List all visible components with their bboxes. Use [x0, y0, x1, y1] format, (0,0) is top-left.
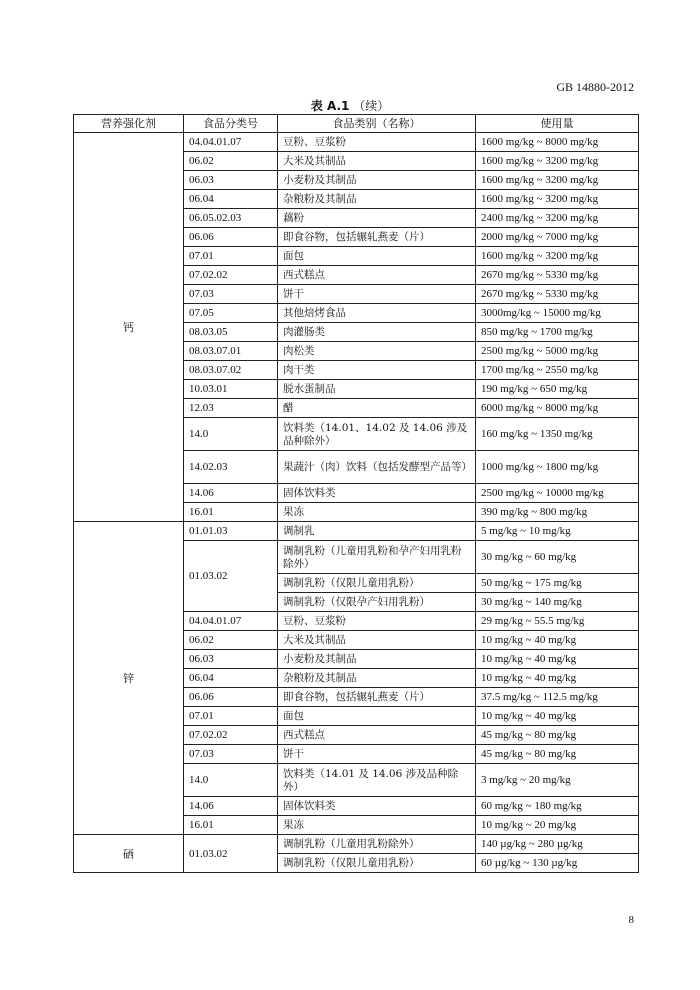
food-category-name: 小麦粉及其制品: [278, 171, 476, 190]
food-category-name: 肉松类: [278, 342, 476, 361]
food-category-code: 14.02.03: [184, 451, 278, 484]
food-category-name: 杂粮粉及其制品: [278, 190, 476, 209]
food-category-code: 08.03.07.01: [184, 342, 278, 361]
usage-amount: 1600 mg/kg ~ 3200 mg/kg: [476, 152, 639, 171]
usage-amount: 10 mg/kg ~ 40 mg/kg: [476, 707, 639, 726]
food-category-name: 调制乳粉（儿童用乳粉和孕产妇用乳粉除外）: [278, 541, 476, 574]
usage-amount: 2000 mg/kg ~ 7000 mg/kg: [476, 228, 639, 247]
food-category-name: 固体饮料类: [278, 484, 476, 503]
usage-amount: 1000 mg/kg ~ 1800 mg/kg: [476, 451, 639, 484]
food-category-name: 调制乳: [278, 522, 476, 541]
usage-amount: 50 mg/kg ~ 175 mg/kg: [476, 574, 639, 593]
food-category-name: 即食谷物，包括辗轧燕麦（片）: [278, 228, 476, 247]
food-category-name: 调制乳粉（儿童用乳粉除外）: [278, 835, 476, 854]
usage-amount: 60 µg/kg ~ 130 µg/kg: [476, 854, 639, 873]
usage-amount: 160 mg/kg ~ 1350 mg/kg: [476, 418, 639, 451]
food-category-name: 西式糕点: [278, 726, 476, 745]
usage-amount: 1600 mg/kg ~ 3200 mg/kg: [476, 171, 639, 190]
food-category-code: 06.02: [184, 631, 278, 650]
food-category-name: 其他焙烤食品: [278, 304, 476, 323]
usage-amount: 390 mg/kg ~ 800 mg/kg: [476, 503, 639, 522]
food-category-code: 07.05: [184, 304, 278, 323]
food-category-code: 06.06: [184, 228, 278, 247]
food-category-code: 06.06: [184, 688, 278, 707]
food-category-code: 14.0: [184, 418, 278, 451]
food-category-name: 饼干: [278, 285, 476, 304]
food-category-name: 果冻: [278, 503, 476, 522]
food-category-code: 04.04.01.07: [184, 133, 278, 152]
food-category-code: 12.03: [184, 399, 278, 418]
food-category-name: 小麦粉及其制品: [278, 650, 476, 669]
food-category-name: 调制乳粉（仅限孕产妇用乳粉）: [278, 593, 476, 612]
usage-amount: 29 mg/kg ~ 55.5 mg/kg: [476, 612, 639, 631]
food-category-code: 04.04.01.07: [184, 612, 278, 631]
usage-amount: 3 mg/kg ~ 20 mg/kg: [476, 764, 639, 797]
food-category-code: 06.05.02.03: [184, 209, 278, 228]
food-category-name: 西式糕点: [278, 266, 476, 285]
food-category-code: 16.01: [184, 503, 278, 522]
food-category-code: 08.03.07.02: [184, 361, 278, 380]
food-category-code: 01.03.02: [184, 541, 278, 612]
table-title-suffix: （续）: [353, 99, 390, 113]
food-category-name: 面包: [278, 247, 476, 266]
food-category-code: 06.04: [184, 669, 278, 688]
food-category-name: 固体饮料类: [278, 797, 476, 816]
food-category-name: 藕粉: [278, 209, 476, 228]
food-category-name: 饮料类（14.01、14.02 及 14.06 涉及品种除外）: [278, 418, 476, 451]
food-category-code: 07.02.02: [184, 266, 278, 285]
food-category-name: 豆粉、豆浆粉: [278, 612, 476, 631]
usage-amount: 45 mg/kg ~ 80 mg/kg: [476, 745, 639, 764]
usage-amount: 3000mg/kg ~ 15000 mg/kg: [476, 304, 639, 323]
usage-amount: 1600 mg/kg ~ 3200 mg/kg: [476, 190, 639, 209]
usage-amount: 30 mg/kg ~ 60 mg/kg: [476, 541, 639, 574]
column-header: 营养强化剂: [74, 115, 184, 133]
food-category-code: 07.03: [184, 285, 278, 304]
food-category-code: 06.04: [184, 190, 278, 209]
table-title: [0, 97, 700, 114]
nutrient-name: 硒: [74, 835, 184, 873]
food-category-code: 08.03.05: [184, 323, 278, 342]
food-category-code: 06.02: [184, 152, 278, 171]
usage-amount: 6000 mg/kg ~ 8000 mg/kg: [476, 399, 639, 418]
usage-amount: 1700 mg/kg ~ 2550 mg/kg: [476, 361, 639, 380]
food-category-name: 肉灌肠类: [278, 323, 476, 342]
usage-amount: 5 mg/kg ~ 10 mg/kg: [476, 522, 639, 541]
food-category-name: 杂粮粉及其制品: [278, 669, 476, 688]
food-category-name: 大米及其制品: [278, 152, 476, 171]
table-row: [74, 133, 639, 152]
usage-amount: 2500 mg/kg ~ 5000 mg/kg: [476, 342, 639, 361]
food-category-name: 果蔬汁（肉）饮料（包括发酵型产品等）: [278, 451, 476, 484]
usage-amount: 1600 mg/kg ~ 8000 mg/kg: [476, 133, 639, 152]
table-row: [74, 522, 639, 541]
usage-amount: 37.5 mg/kg ~ 112.5 mg/kg: [476, 688, 639, 707]
food-category-name: 即食谷物，包括辗轧燕麦（片）: [278, 688, 476, 707]
column-header: 使用量: [476, 115, 639, 133]
food-category-code: 10.03.01: [184, 380, 278, 399]
food-category-name: 脱水蛋制品: [278, 380, 476, 399]
food-category-name: 豆粉、豆浆粉: [278, 133, 476, 152]
nutrient-fortification-table: [73, 114, 639, 873]
food-category-name: 面包: [278, 707, 476, 726]
usage-amount: 10 mg/kg ~ 40 mg/kg: [476, 631, 639, 650]
usage-amount: 2400 mg/kg ~ 3200 mg/kg: [476, 209, 639, 228]
food-category-name: 调制乳粉（仅限儿童用乳粉）: [278, 854, 476, 873]
table-row: [74, 835, 639, 854]
food-category-name: 果冻: [278, 816, 476, 835]
usage-amount: 10 mg/kg ~ 40 mg/kg: [476, 669, 639, 688]
food-category-name: 饮料类（14.01 及 14.06 涉及品种除外）: [278, 764, 476, 797]
usage-amount: 140 µg/kg ~ 280 µg/kg: [476, 835, 639, 854]
food-category-code: 01.01.03: [184, 522, 278, 541]
standard-code: GB 14880-2012: [556, 80, 634, 94]
food-category-code: 16.01: [184, 816, 278, 835]
food-category-code: 07.01: [184, 707, 278, 726]
nutrient-name: 钙: [74, 133, 184, 522]
nutrient-name: 锌: [74, 522, 184, 835]
food-category-code: 07.02.02: [184, 726, 278, 745]
table-header-row: [74, 115, 639, 133]
food-category-code: 01.03.02: [184, 835, 278, 873]
usage-amount: 30 mg/kg ~ 140 mg/kg: [476, 593, 639, 612]
food-category-name: 醋: [278, 399, 476, 418]
food-category-code: 14.06: [184, 797, 278, 816]
usage-amount: 1600 mg/kg ~ 3200 mg/kg: [476, 247, 639, 266]
food-category-code: 07.01: [184, 247, 278, 266]
food-category-code: 07.03: [184, 745, 278, 764]
usage-amount: 10 mg/kg ~ 20 mg/kg: [476, 816, 639, 835]
usage-amount: 2500 mg/kg ~ 10000 mg/kg: [476, 484, 639, 503]
column-header: 食品分类号: [184, 115, 278, 133]
food-category-name: 大米及其制品: [278, 631, 476, 650]
column-header: 食品类别（名称）: [278, 115, 476, 133]
usage-amount: 2670 mg/kg ~ 5330 mg/kg: [476, 266, 639, 285]
table-title-label: 表 A.1: [310, 99, 350, 113]
usage-amount: 10 mg/kg ~ 40 mg/kg: [476, 650, 639, 669]
usage-amount: 190 mg/kg ~ 650 mg/kg: [476, 380, 639, 399]
usage-amount: 850 mg/kg ~ 1700 mg/kg: [476, 323, 639, 342]
food-category-name: 饼干: [278, 745, 476, 764]
page-number: 8: [628, 914, 634, 926]
food-category-code: 06.03: [184, 171, 278, 190]
usage-amount: 2670 mg/kg ~ 5330 mg/kg: [476, 285, 639, 304]
food-category-code: 06.03: [184, 650, 278, 669]
food-category-name: 调制乳粉（仅限儿童用乳粉）: [278, 574, 476, 593]
food-category-name: 肉干类: [278, 361, 476, 380]
food-category-code: 14.0: [184, 764, 278, 797]
usage-amount: 45 mg/kg ~ 80 mg/kg: [476, 726, 639, 745]
usage-amount: 60 mg/kg ~ 180 mg/kg: [476, 797, 639, 816]
food-category-code: 14.06: [184, 484, 278, 503]
